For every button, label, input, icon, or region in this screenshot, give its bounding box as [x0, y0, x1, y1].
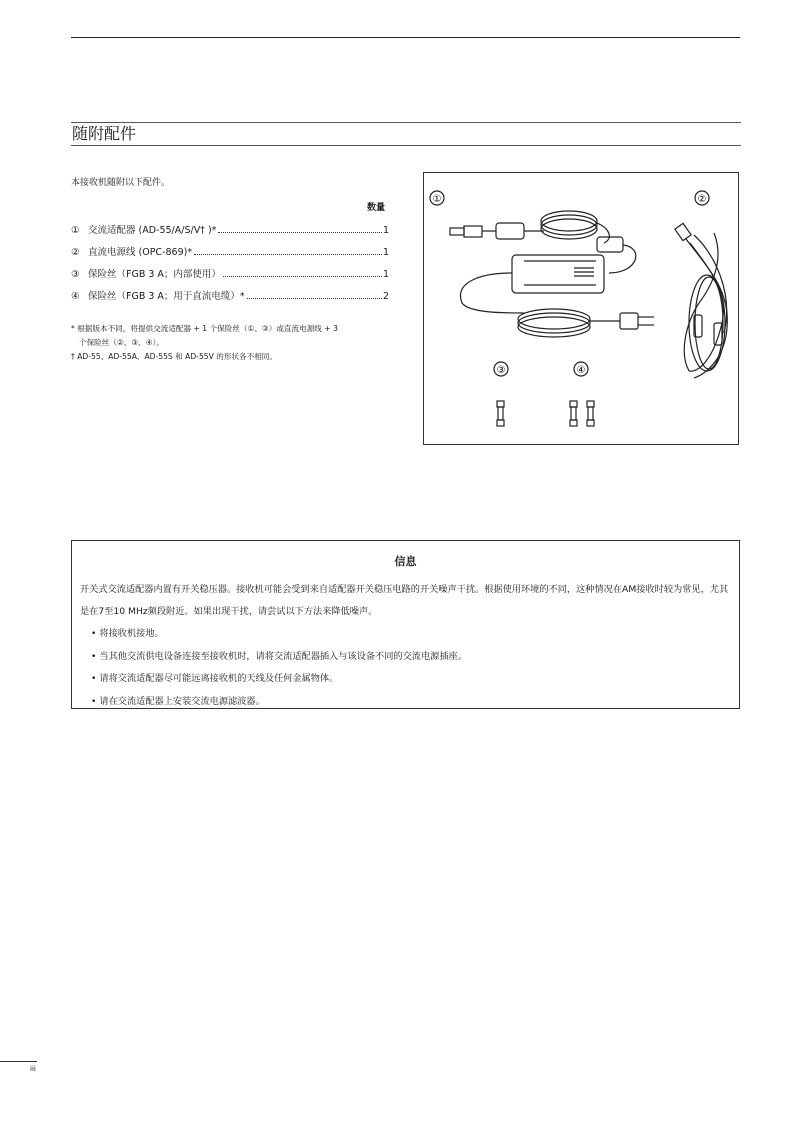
accessory-item: [71, 266, 389, 288]
illustration-drawing: [424, 173, 740, 446]
item-label: 交流适配器 (AD-55/A/S/V† )*: [88, 225, 217, 236]
item-quantity: 2: [383, 291, 390, 302]
item-number: ③: [71, 269, 80, 280]
fuse-pair-icon: [570, 401, 594, 426]
figure-label-4: ④: [576, 365, 586, 376]
information-bullet: • 将接收机接地。: [91, 623, 739, 646]
information-bullet: • 当其他交流供电设备连接至接收机时，请将交流适配器插入与该设备不同的交流电源插座。: [91, 646, 739, 669]
dot-leader: [194, 254, 382, 255]
footnote-star-continued: 个保险丝（②、③、④）。: [79, 338, 164, 347]
item-quantity: 1: [383, 247, 390, 258]
dc-cable-icon: [675, 223, 727, 378]
accessory-illustration: [423, 172, 739, 445]
page-number: iii: [30, 1065, 36, 1073]
ac-adapter-icon: [450, 211, 654, 337]
item-number: ④: [71, 291, 80, 302]
accessory-list: [71, 222, 389, 310]
dot-leader: [218, 232, 382, 233]
footnote-star: * 根据版本不同，将提供交流适配器 + 1 个保险丝（①、③）或直流电源线 + 3: [71, 324, 338, 333]
item-number: ①: [71, 225, 80, 236]
section-title: 随附配件: [71, 122, 741, 146]
figure-label-1: ①: [432, 194, 442, 205]
item-label: 直流电源线 (OPC-869)*: [88, 247, 193, 258]
dot-leader: [223, 276, 382, 277]
fuse-icon: [497, 401, 504, 426]
figure-label-3: ③: [496, 365, 506, 376]
accessory-item: [71, 288, 389, 310]
dot-leader: [247, 298, 382, 299]
information-paragraph: 开关式交流适配器内置有开关稳压器。接收机可能会受到来自适配器开关稳压电路的开关噪声干扰。根据使用环境的不同，这种情况在AM接收时较为常见，尤其是在7至10 MHz频段附近。如果出现干扰，请尝试以下方法来降低噪声。: [80, 584, 729, 617]
figure-label-2: ②: [697, 194, 707, 205]
top-rule: [71, 37, 740, 38]
footer-rule: [0, 1061, 37, 1062]
footnote-dagger: † AD-55、AD-55A、AD-55S 和 AD-55V 的形状各不相同。: [71, 352, 277, 361]
item-quantity: 1: [383, 269, 390, 280]
accessory-item: [71, 222, 389, 244]
information-title: 信息: [394, 555, 417, 568]
footnotes: [71, 322, 411, 364]
accessory-item: [71, 244, 389, 266]
item-label: 保险丝（FGB 3 A；内部使用）: [88, 269, 221, 280]
information-list: [72, 623, 739, 713]
item-label: 保险丝（FGB 3 A；用于直流电缆）*: [88, 291, 245, 302]
information-box: [71, 540, 740, 709]
intro-text: 本接收机随附以下配件。: [71, 178, 171, 188]
item-quantity: 1: [383, 225, 390, 236]
information-bullet: • 请将交流适配器尽可能远离接收机的天线及任何金属物体。: [91, 668, 739, 691]
item-number: ②: [71, 247, 80, 258]
quantity-header: 数量: [366, 203, 385, 213]
information-bullet: • 请在交流适配器上安装交流电源滤波器。: [91, 691, 739, 714]
